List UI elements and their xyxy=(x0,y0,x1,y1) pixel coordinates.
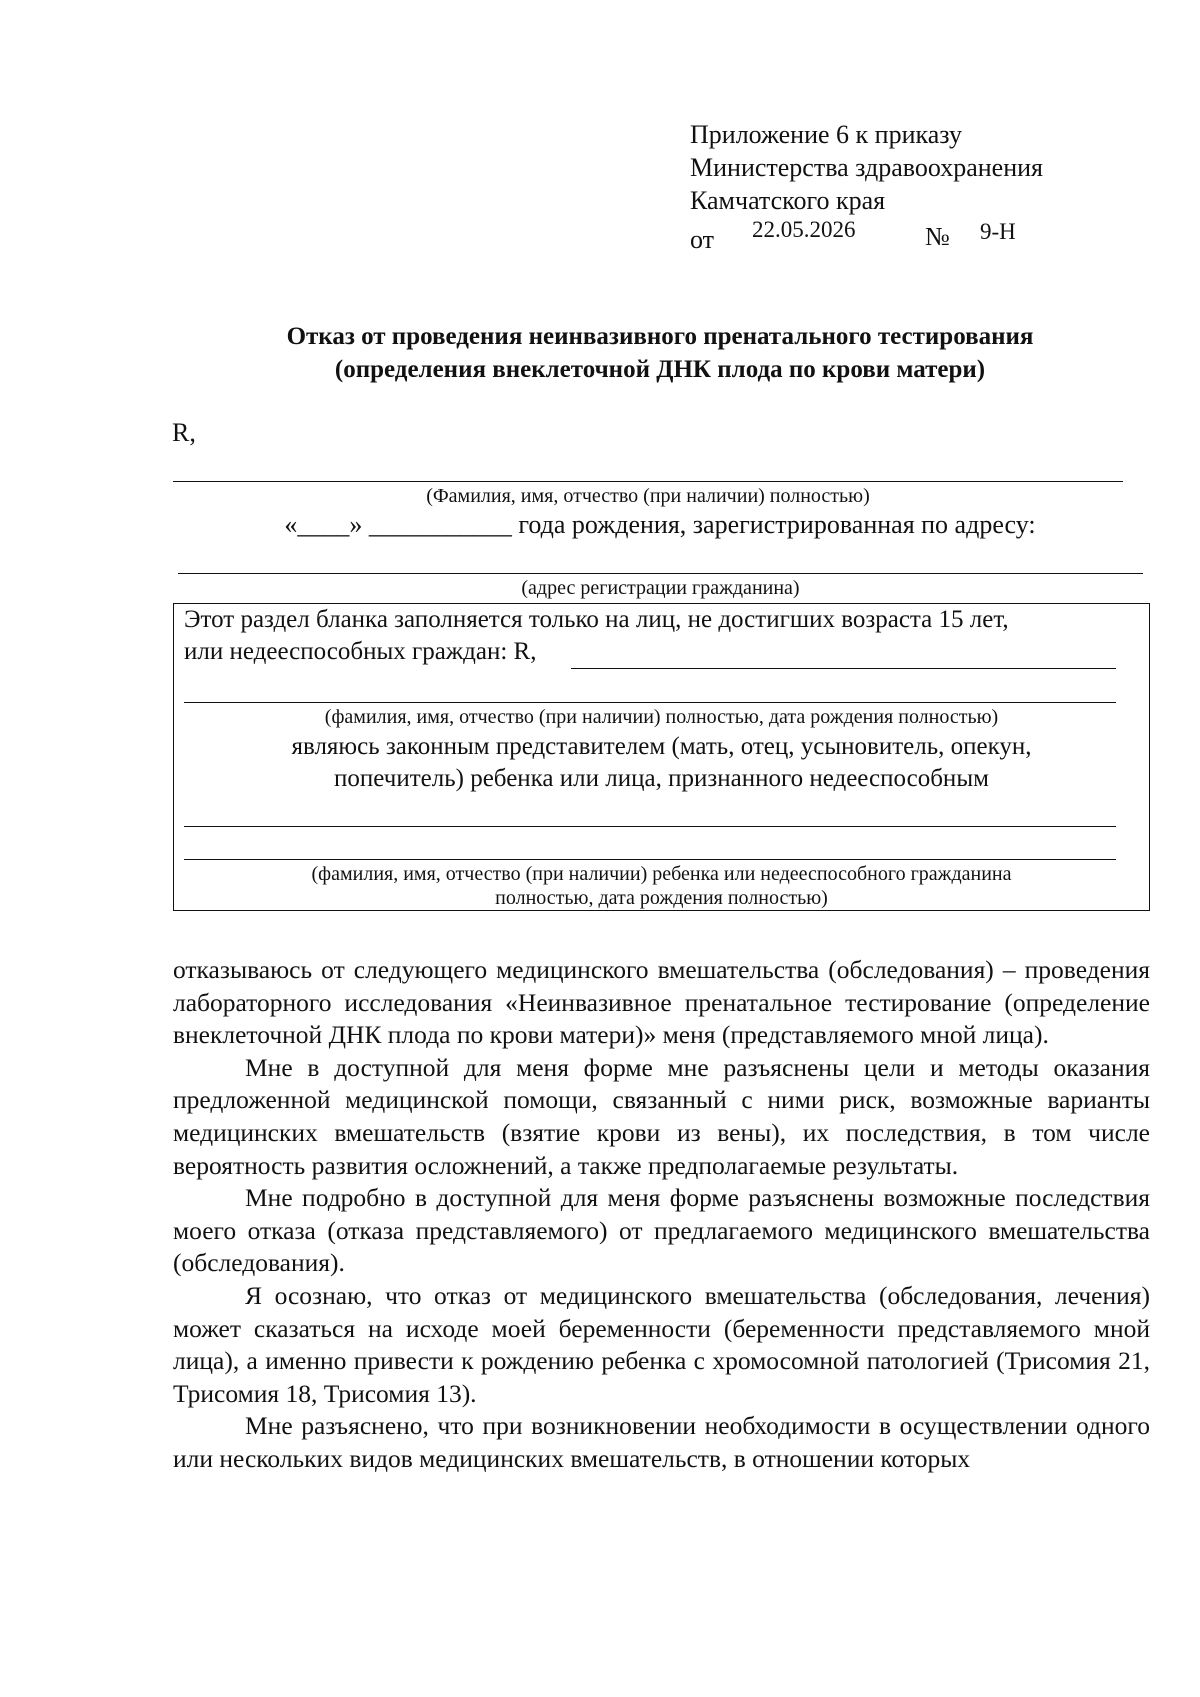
ya-label: R, xyxy=(172,418,196,447)
guardian-caption-2-line-2: полностью, дата рождения полностью) xyxy=(495,887,828,909)
birth-row xyxy=(150,510,1170,540)
guardian-line-2: или недееспособных граждан: R, xyxy=(184,638,537,665)
paragraph-5: Мне разъяснено, что при возникновении необходимости в осуществлении одного или нескольких видов медицинских вмешательств, в отношении которых xyxy=(173,1411,1150,1473)
fio-caption: (Фамилия, имя, отчество (при наличии) полностью) xyxy=(426,485,870,507)
guardian-line-1: Этот раздел бланка заполняется только на лиц, не достигших возраста 15 лет, xyxy=(184,606,1009,633)
appendix-line-3: Камчатского края xyxy=(690,186,886,215)
address-caption: (адрес регистрации гражданина) xyxy=(521,577,800,599)
from-label: от xyxy=(690,225,715,254)
guardian-section-box xyxy=(173,603,1150,911)
ward-line-2 xyxy=(184,859,1116,860)
paragraph-4: Я осознаю, что отказ от медицинского вмешательства (обследования, лечения) может сказаться на исходе моей беременности (беременности представляемого мной лица), а именно привести к рождению ребенка с хромосомной патологией (Трисомия 21, Трисомия 18, Трисомия 13). xyxy=(173,1280,1150,1408)
guardian-text-1: являюсь законным представителем (мать, отец, усыновитель, опекун, xyxy=(291,733,1032,760)
fio-line xyxy=(173,481,1123,482)
title-line-1: Отказ от проведения неинвазивного пренатального тестирования xyxy=(286,323,1034,350)
number-label: № xyxy=(925,222,950,251)
title-line-2: (определения внеклеточной ДНК плода по крови матери) xyxy=(334,356,986,383)
guardian-name-line xyxy=(184,702,1116,703)
appendix-line-1: Приложение 6 к приказу xyxy=(690,120,963,149)
paragraph-1: отказываюсь от следующего медицинского вмешательства (обследования) – проведения лабораторного исследования «Неинвазивное пренатальное тестирование (определение внеклеточной ДНК плода по крови матери)» меня (представляемого мной лица). xyxy=(173,955,1150,1050)
birth-row-text: года рождения, зарегистрированная по адресу: xyxy=(518,510,1036,539)
address-line xyxy=(178,573,1143,574)
document-title xyxy=(150,320,1170,386)
order-number: 9-Н xyxy=(980,219,1016,244)
order-date: 22.05.2026 xyxy=(752,217,856,242)
body-text xyxy=(173,954,1150,1476)
order-number-row xyxy=(690,217,1043,254)
guardian-caption-2-line-1: (фамилия, имя, отчество (при наличии) ребенка или недееспособного гражданина xyxy=(311,863,1012,885)
guardian-caption-1: (фамилия, имя, отчество (при наличии) полностью, дата рождения полностью) xyxy=(324,706,999,728)
appendix-line-2: Министерства здравоохранения xyxy=(690,153,1043,182)
appendix-header xyxy=(690,118,1043,254)
paragraph-2: Мне в доступной для меня форме мне разъяснены цели и методы оказания предложенной медицинской помощи, связанный с ними риск, возможные варианты медицинских вмешательств (взятие крови из вены), их последствия, в том числе вероятность развития осложнений, а также предполагаемые результаты. xyxy=(173,1052,1150,1180)
guardian-name-inline-line xyxy=(571,668,1116,669)
guardian-text-2: попечитель) ребенка или лица, признанного недееспособным xyxy=(334,765,989,792)
birth-date-blank: «____» ___________ xyxy=(284,510,512,539)
paragraph-3: Мне подробно в доступной для меня форме разъяснены возможные последствия моего отказа (отказа представляемого) от предлагаемого медицинского вмешательства (обследования). xyxy=(173,1183,1150,1278)
ward-line-1 xyxy=(184,826,1116,827)
